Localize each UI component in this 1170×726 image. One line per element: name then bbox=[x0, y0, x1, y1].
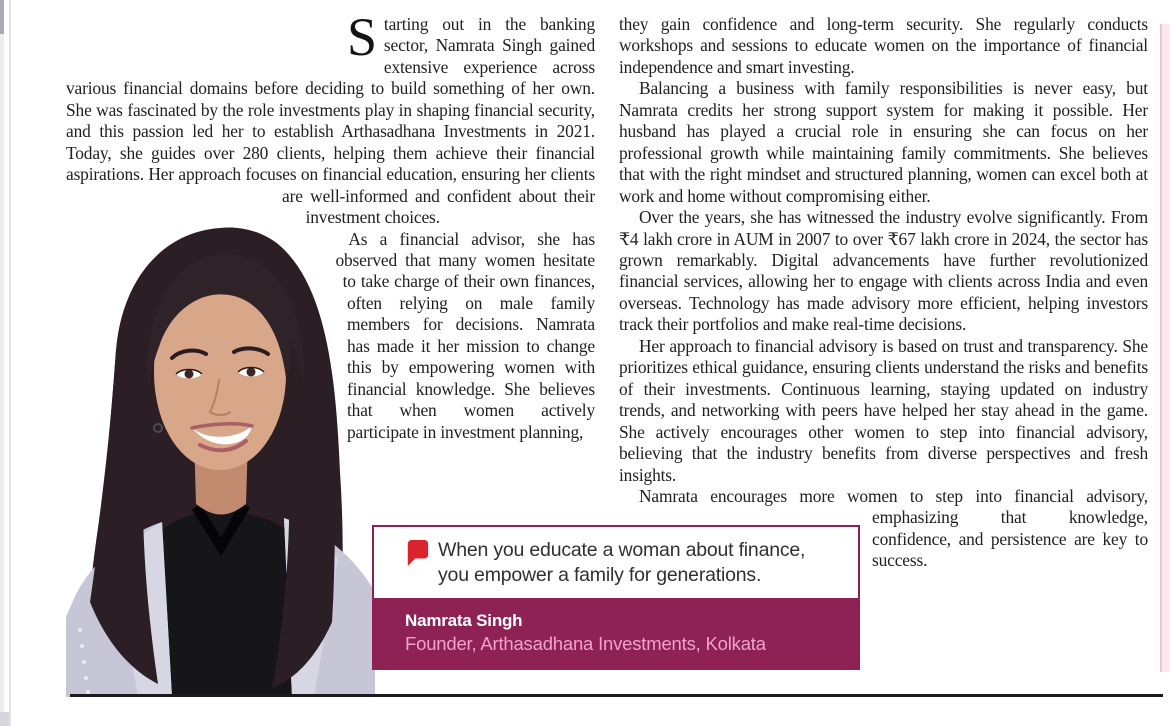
adjacent-page-sliver bbox=[1160, 24, 1170, 672]
blazer-stud bbox=[80, 644, 84, 648]
pull-quote-box bbox=[372, 525, 860, 670]
article-paragraph: Her approach to financial advisory is based on trust and transparency. She prioritizes ethical guidance, ensuring clients understand the risks and benefits of their investments. Continuous learning, staying updated on industry trends, and networking with peers have helped her stay ahead in the game. She actively encourages other women to step into financial advisory, believing that the industry benefits from diverse perspectives and fresh insights. bbox=[619, 335, 1148, 485]
quote-mark-icon bbox=[405, 539, 430, 566]
iris-right bbox=[247, 368, 256, 377]
quote-author-name: Namrata Singh bbox=[405, 611, 523, 630]
article-paragraph: Balancing a business with family responsibilities is never easy, but Namrata credits her strong support system for making it possible. Her husband has played a crucial role in ensuring she can focus on her professional growth while maintaining family commitments. She believes that with the right mindset and structured planning, women can excel both at work and home without compromising either. bbox=[619, 78, 1148, 206]
page-edge-corner bbox=[0, 712, 9, 726]
drop-cap: S bbox=[347, 7, 377, 67]
quote-section bbox=[372, 525, 860, 598]
blazer-stud bbox=[84, 676, 88, 680]
quote-author-title: Founder, Arthasadhana Investments, Kolkata bbox=[405, 633, 766, 654]
article-paragraph: Over the years, she has witnessed the industry evolve significantly. From ₹4 lakh crore in AUM in 2007 to over ₹67 lakh crore in 2024, the sector has grown remarkably. Digital advancements have further revolutionized financial services, allowing her to engage with clients across India and even overseas. Technology has made advisory more efficient, helping investors track their portfolios and make real-time decisions. bbox=[619, 207, 1148, 335]
paragraph-text: tarting out in the banking sector, Namrata Singh gained extensive experience across various financial domains before deciding to build something of her own. She was fascinated by the role investments play in shaping financial security, and this passion led her to establish Arthasadhana Investments in 2021. Today, she guides over 280 clients, helping them achieve their financial aspirations. Her approach focuses on financial education, ensuring her clients are well-informed and confident about their investment choices. bbox=[66, 14, 595, 228]
iris-left bbox=[185, 370, 194, 379]
article-paragraph: they gain confidence and long-term security. She regularly conducts workshops and sessions to educate women on the importance of financial independence and smart investing. bbox=[619, 14, 1148, 77]
article-paragraph: Namrata encourages more women to step into financial advisory, emphasizing that knowledge, confidence, and persistence are key to success. bbox=[639, 485, 1148, 571]
page-edge-strip-top bbox=[0, 0, 4, 34]
blazer-stud bbox=[78, 628, 82, 632]
quote-attribution bbox=[372, 598, 860, 670]
portrait-photo bbox=[66, 222, 375, 697]
page-edge-line bbox=[9, 0, 11, 726]
quote-text: When you educate a woman about finance, you empower a family for generations. bbox=[438, 539, 806, 586]
page-edge-strip bbox=[0, 34, 4, 726]
blazer-stud bbox=[82, 660, 86, 664]
article-paragraph: As a financial advisor, she has observed that many women hesitate to take charge of their own finances, often relying on male family members for decisions. Namrata has made it her mission to change this by empowering women with financial knowledge. She believes that when women actively participate in investment planning, bbox=[335, 228, 595, 442]
article-bottom-rule bbox=[70, 694, 1163, 697]
